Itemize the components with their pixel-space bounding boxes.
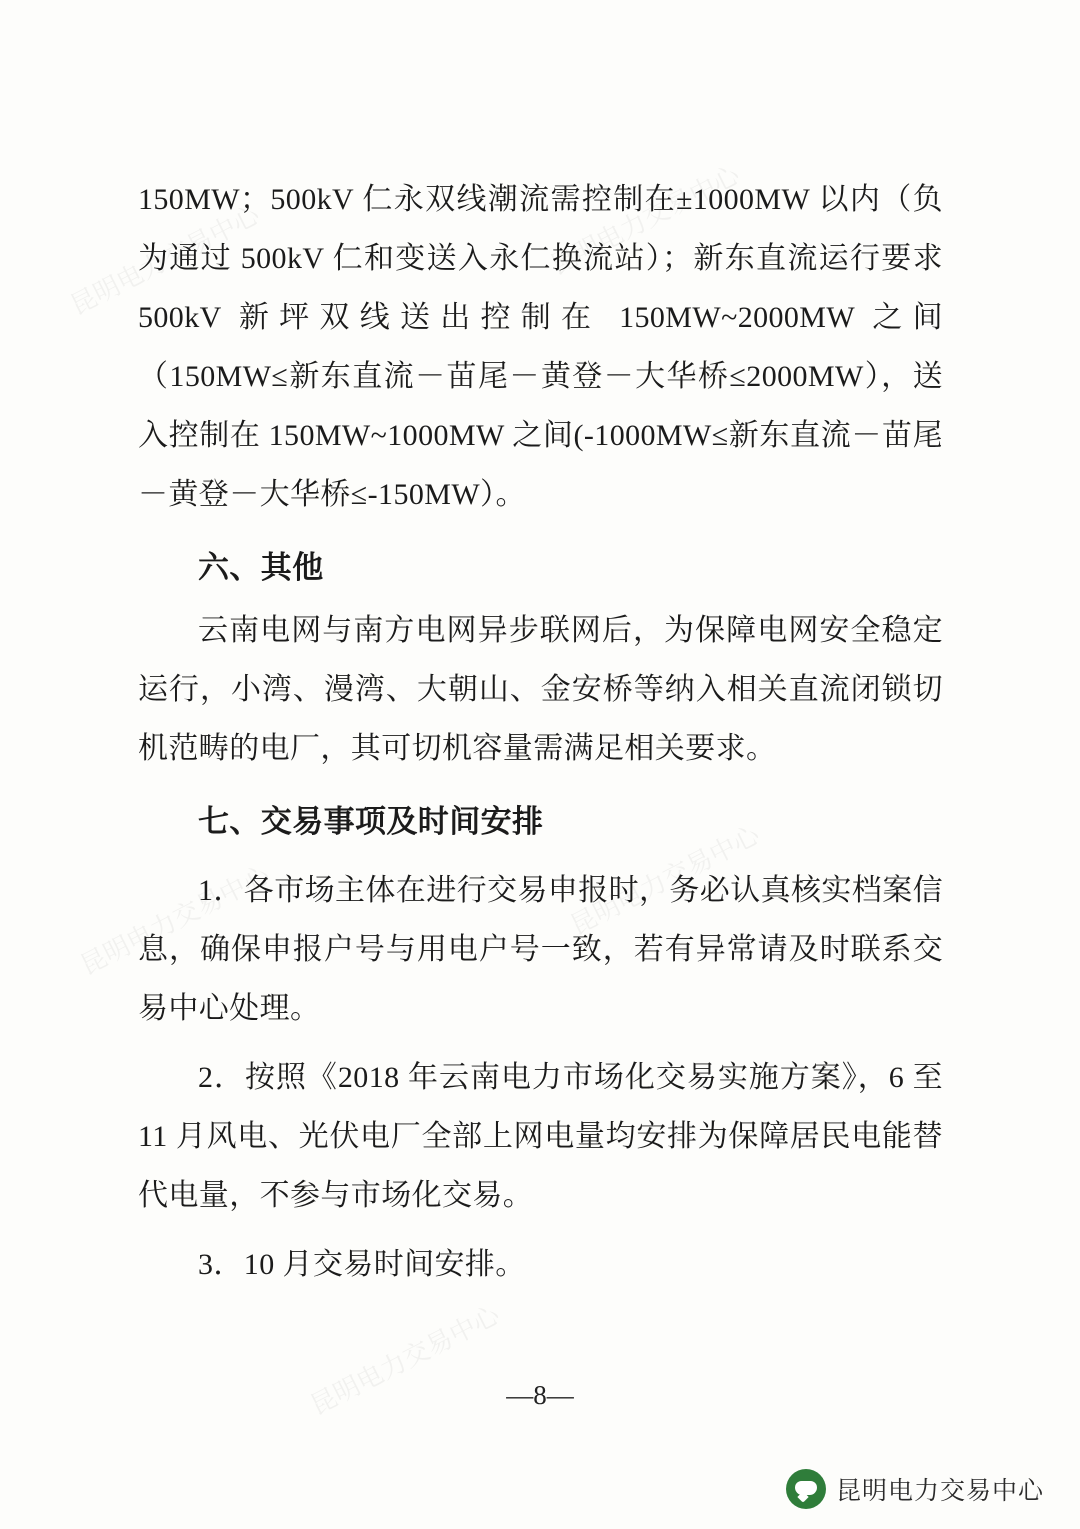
- watermark-text: 昆明电力交易中心: [305, 1299, 505, 1421]
- paragraph-dc-operation-limits: 150MW；500kV 仁永双线潮流需控制在±1000MW 以内（负为通过 500kV 仁和变送入永仁换流站）；新东直流运行要求 500kV 新坪双线送出控制在 150MW~2000MW 之间（150MW≤新东直流－苗尾－黄登－大华桥≤2000MW），送入控制在 150MW~1000MW 之间(-1000MW≤新东直流－苗尾－黄登－大华桥≤-150MW）。: [138, 183, 943, 511]
- wechat-account-label: 昆明电力交易中心: [835, 1477, 1044, 1505]
- wechat-account-badge: [776, 1463, 1054, 1515]
- section-heading-seven: 七、交易事项及时间安排: [198, 804, 544, 839]
- watermark-text: 昆明电力交易中心: [545, 159, 745, 281]
- document-body: [138, 170, 943, 1294]
- watermark-text: 昆明电力交易中心: [565, 819, 765, 941]
- paragraph-item-1: 1．各市场主体在进行交易申报时，务必认真核实档案信息，确保申报户号与用电户号一致，若有异常请及时联系交易中心处理。: [138, 874, 943, 1025]
- watermark-text: 昆明电力交易中心: [65, 199, 265, 321]
- paragraph-other-requirements: 云南电网与南方电网异步联网后，为保障电网安全稳定运行，小湾、漫湾、大朝山、金安桥等纳入相关直流闭锁切机范畴的电厂，其可切机容量需满足相关要求。: [138, 614, 943, 765]
- page-number: —8—: [506, 1380, 574, 1410]
- paragraph-item-3: 3．10 月交易时间安排。: [198, 1248, 526, 1281]
- section-heading-six: 六、其他: [198, 550, 324, 585]
- paragraph-item-2: 2．按照《2018 年云南电力市场化交易实施方案》，6 至 11 月风电、光伏电厂全部上网电量均安排为保障居民电能替代电量，不参与市场化交易。: [138, 1061, 943, 1212]
- watermark-text: 昆明电力交易中心: [75, 859, 275, 981]
- wechat-account-icon: [786, 1469, 826, 1509]
